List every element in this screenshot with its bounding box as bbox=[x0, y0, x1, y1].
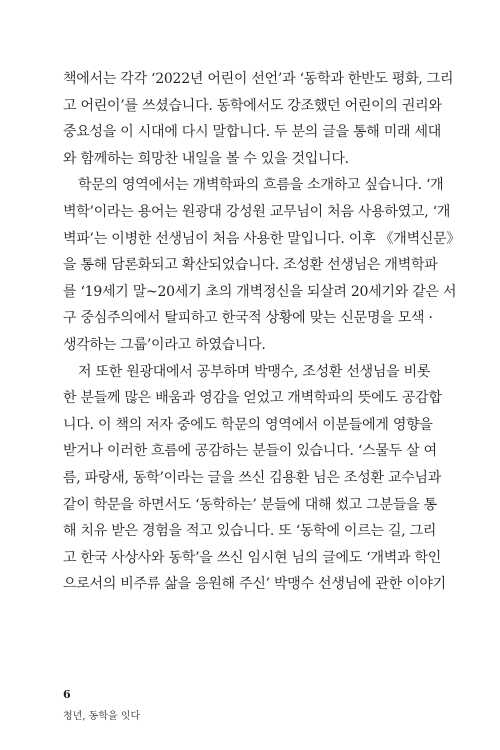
text-line: 벽학’이라는 용어는 원광대 강성원 교무님이 처음 사용하였고, ‘개 bbox=[63, 203, 451, 220]
text-line: 같이 학문을 하면서도 ‘동학하는’ 분들에 대해 썼고 그분들을 통 bbox=[63, 496, 437, 513]
text-line: 고 어린이’를 쓰셨습니다. 동학에서도 강조했던 어린이의 권리와 bbox=[63, 97, 442, 114]
text-line: 를 ‘19세기 말~20세기 초의 개벽정신을 되살려 20세기와 같은 서 bbox=[63, 283, 457, 300]
text-line: 으로서의 비주류 삶을 응원해 주신’ 박맹수 선생님에 관한 이야기 bbox=[63, 576, 446, 593]
text-line: 책에서는 각각 ‘2022년 어린이 선언’과 ‘동학과 한반도 평화, 그리 bbox=[63, 71, 454, 87]
text-line: 해 치유 받은 경험을 적고 있습니다. 또 ‘동학에 이르는 길, 그리 bbox=[63, 523, 437, 540]
text-line: 받거나 이러한 흐름에 공감하는 분들이 있습니다. ‘스물두 살 여 bbox=[63, 443, 437, 460]
text-line-paragraph-start: 학문의 영역에서는 개벽학파의 흐름을 소개하고 싶습니다. ‘개 bbox=[78, 177, 444, 194]
text-line: 와 함께하는 희망찬 내일을 볼 수 있을 것입니다. bbox=[63, 150, 349, 167]
text-line-paragraph-start: 저 또한 원광대에서 공부하며 박맹수, 조성환 선생님을 비롯 bbox=[78, 363, 431, 380]
text-line: 구 중심주의에서 탈피하고 한국적 상황에 맞는 신문명을 모색 · bbox=[63, 310, 433, 327]
text-line: 생각하는 그룹’이라고 하였습니다. bbox=[63, 336, 266, 353]
text-line: 중요성을 이 시대에 다시 말합니다. 두 분의 글을 통해 미래 세대 bbox=[63, 124, 442, 141]
body-text bbox=[63, 66, 461, 598]
text-line: 을 통해 담론화되고 확산되었습니다. 조성환 선생님은 개벽학파 bbox=[63, 257, 438, 274]
page-number: 6 bbox=[63, 688, 71, 701]
text-line: 니다. 이 책의 저자 중에도 학문의 영역에서 이분들에게 영향을 bbox=[63, 416, 433, 433]
running-title: 청년, 동학을 잇다 bbox=[63, 711, 141, 722]
text-line: 고 한국 사상사와 동학’을 쓰신 임시현 님의 글에도 ‘개벽과 학인 bbox=[63, 549, 442, 566]
text-line: 름, 파랑새, 동학’이라는 글을 쓰신 김용환 님은 조성환 교수님과 bbox=[63, 469, 442, 486]
text-line: 한 분들께 많은 배움과 영감을 얻었고 개벽학파의 뜻에도 공감합 bbox=[63, 390, 442, 407]
text-line: 벽파’는 이병한 선생님이 처음 사용한 말입니다. 이후 《개벽신문》 bbox=[63, 230, 461, 247]
